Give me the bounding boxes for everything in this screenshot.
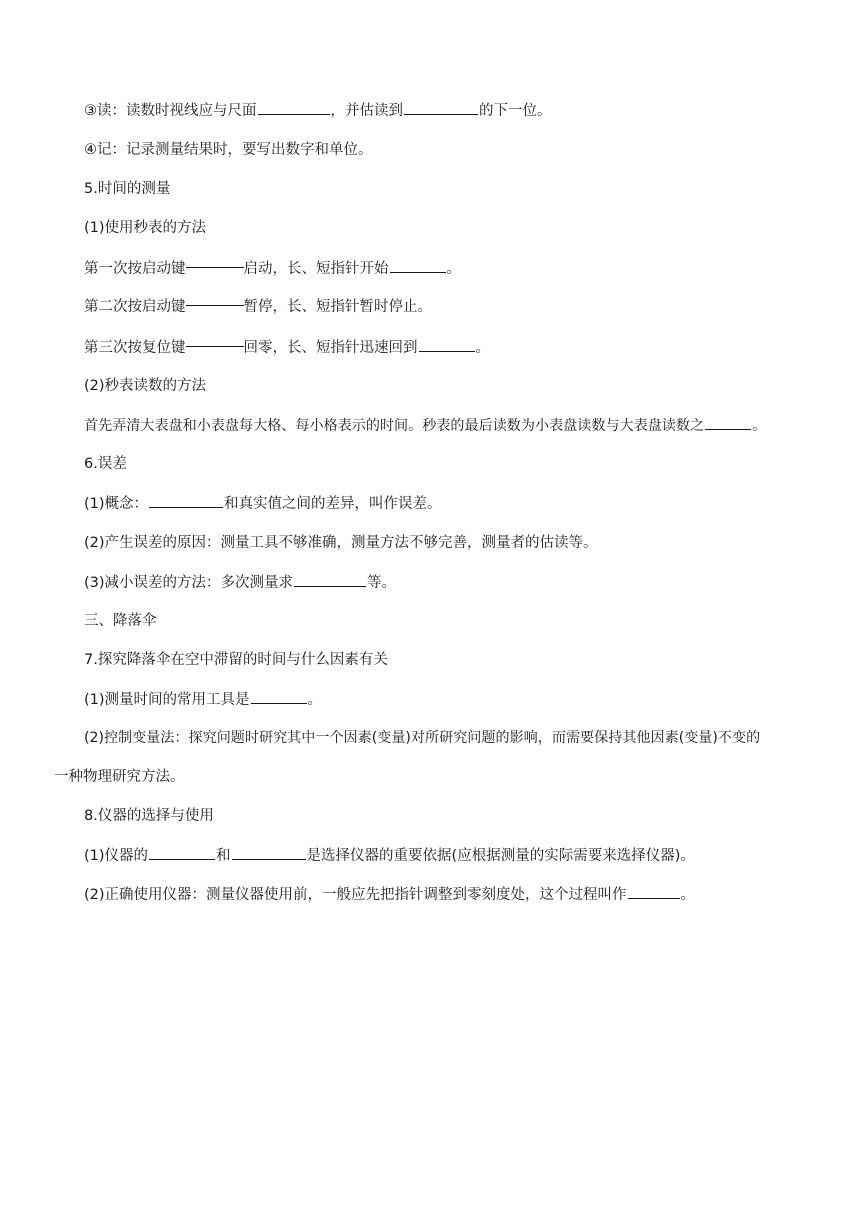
text-segment: 第三次按复位键 [84, 340, 186, 356]
subheading-stopwatch-use [84, 218, 206, 238]
answer-blank[interactable] [419, 337, 475, 352]
text-segment: ，并估读到 [330, 103, 403, 119]
dash-connector [186, 267, 244, 268]
section-heading-time [84, 179, 170, 199]
text-segment: (2)控制变量法：探究问题时研究其中一个因素(变量)对所研究问题的影响，而需要保持其他因素(变量)不变的 [84, 730, 761, 746]
stopwatch-step-3 [84, 337, 490, 358]
text-segment: 8.仪器的选择与使用 [84, 808, 214, 824]
answer-blank[interactable] [232, 845, 306, 860]
section-heading-instruments [84, 806, 214, 826]
instrument-selection-line [84, 845, 695, 866]
answer-blank[interactable] [258, 100, 330, 115]
text-segment: (2)正确使用仪器：测量仪器使用前，一般应先把指针调整到零刻度处，这个过程叫作 [84, 887, 627, 903]
time-tool-line [84, 689, 322, 710]
text-segment: (1)仪器的 [84, 848, 149, 864]
answer-blank[interactable] [628, 884, 680, 899]
text-segment: 三、降落伞 [84, 613, 157, 629]
subheading-stopwatch-reading [84, 376, 206, 396]
section-heading-parachute [84, 650, 388, 670]
text-segment: ③读：读数时视线应与尺面 [84, 103, 257, 119]
text-segment: 是选择仪器的重要依据(应根据测量的实际需要来选择仪器)。 [306, 848, 695, 864]
text-segment: (1)概念： [84, 496, 149, 512]
answer-blank[interactable] [149, 845, 215, 860]
reading-rule-line [84, 100, 552, 121]
dash-connector [186, 305, 244, 306]
error-reduction-line [84, 572, 396, 593]
text-segment: (3)减小误差的方法：多次测量求 [84, 575, 294, 591]
answer-blank[interactable] [390, 258, 446, 273]
text-segment: 启动，长、短指针开始 [243, 261, 389, 277]
text-segment: 6.误差 [84, 456, 127, 472]
instrument-usage-line [84, 884, 695, 905]
control-variable-line [84, 728, 760, 748]
answer-blank[interactable] [404, 100, 478, 115]
stopwatch-step-2 [84, 297, 432, 317]
answer-blank[interactable] [251, 689, 307, 704]
text-segment: (1)测量时间的常用工具是 [84, 692, 250, 708]
text-segment: 回零，长、短指针迅速回到 [243, 340, 418, 356]
text-segment: 第一次按启动键 [84, 261, 186, 277]
error-concept-line [84, 493, 442, 514]
dash-connector [186, 346, 244, 347]
text-segment: (1)使用秒表的方法 [84, 220, 207, 236]
stopwatch-reading-text [84, 415, 766, 436]
text-segment: 的下一位。 [479, 103, 552, 119]
text-segment: 。 [307, 692, 323, 708]
answer-blank[interactable] [149, 493, 223, 508]
chapter-heading-parachute [84, 611, 157, 631]
text-segment: 。 [446, 261, 461, 277]
control-variable-line-cont [54, 767, 185, 787]
text-segment: (2)产生误差的原因：测量工具不够准确，测量方法不够完善，测量者的估读等。 [84, 535, 598, 551]
text-segment: 。 [680, 887, 696, 903]
text-segment: 一种物理研究方法。 [54, 769, 185, 785]
text-segment: 。 [475, 340, 490, 356]
text-segment: 7.探究降落伞在空中滞留的时间与什么因素有关 [84, 652, 388, 668]
text-segment: 和真实值之间的差异，叫作误差。 [224, 496, 442, 512]
text-segment: 暂停，长、短指针暂时停止。 [243, 299, 432, 315]
text-segment: 5.时间的测量 [84, 181, 171, 197]
answer-blank[interactable] [294, 572, 366, 587]
text-segment: ④记：记录测量结果时，要写出数字和单位。 [84, 142, 373, 158]
recording-rule-line [84, 140, 373, 160]
text-segment: 和 [216, 848, 231, 864]
stopwatch-step-1 [84, 258, 461, 279]
text-segment: 首先弄清大表盘和小表盘每大格、每小格表示的时间。秒表的最后读数为小表盘读数与大表盘读数之 [84, 418, 705, 434]
text-segment: 第二次按启动键 [84, 299, 186, 315]
text-segment: 。 [752, 418, 767, 434]
error-cause-line [84, 533, 598, 553]
text-segment: (2)秒表读数的方法 [84, 378, 207, 394]
answer-blank[interactable] [705, 415, 751, 430]
section-heading-error [84, 454, 127, 474]
text-segment: 等。 [367, 575, 397, 591]
